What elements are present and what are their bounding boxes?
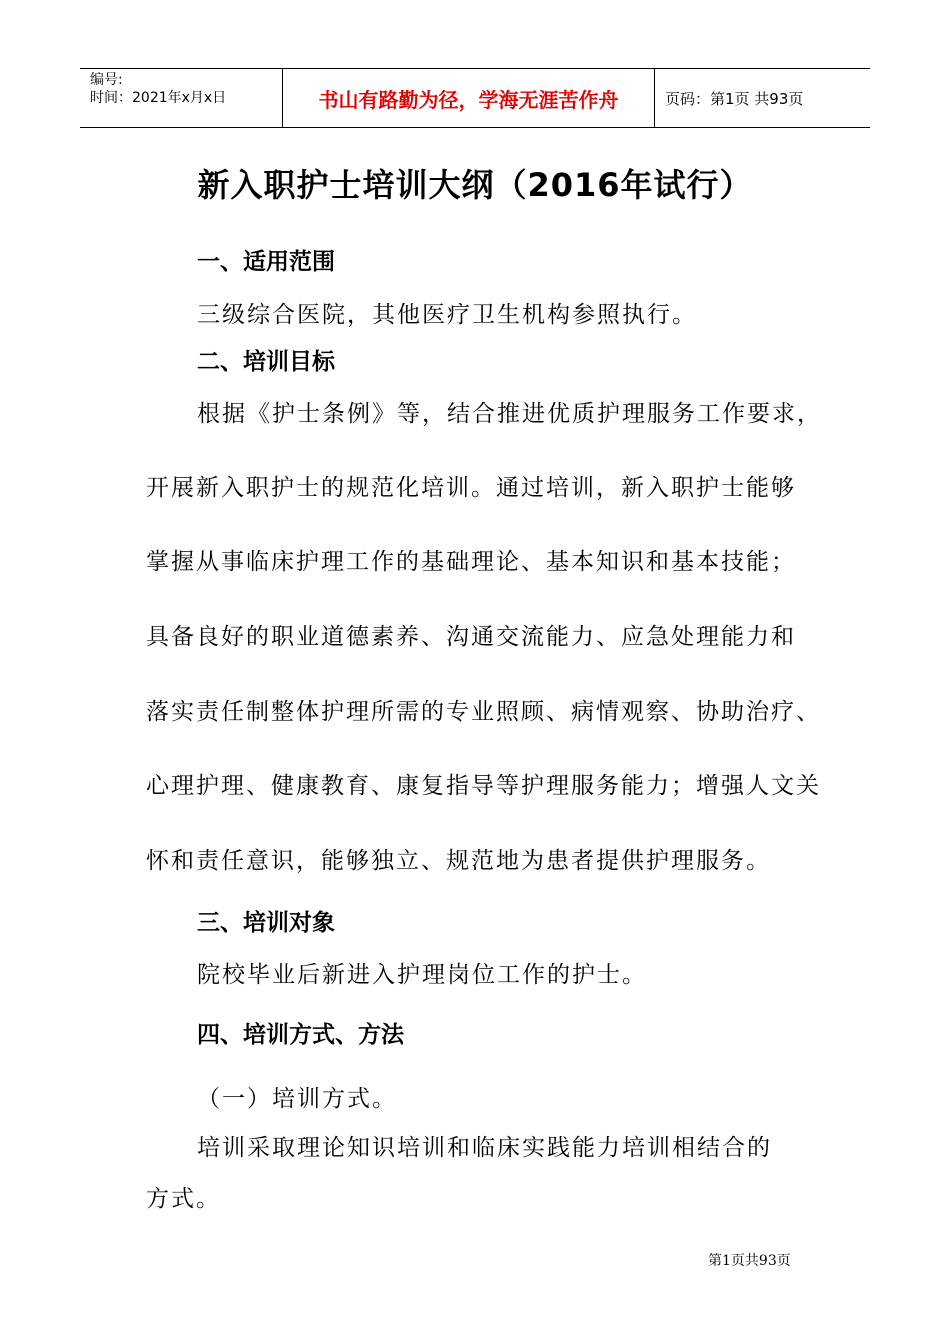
header-meta [80,69,282,127]
paragraph-line: 培训采取理论知识培训和临床实践能力培训相结合的 [197,1135,772,1161]
paragraph-line: 具备良好的职业道德素养、沟通交流能力、应急处理能力和 [146,624,796,650]
paragraph-line: 方式。 [146,1186,221,1212]
paragraph-line: 心理护理、健康教育、康复指导等护理服务能力；增强人文关 [146,773,821,799]
section-heading-trainees: 三、培训对象 [197,910,335,936]
subsection-heading: （一）培训方式。 [197,1086,397,1112]
header-motto: 书山有路勤为径，学海无涯苦作舟 [282,69,655,127]
paragraph-line: 落实责任制整体护理所需的专业照顾、病情观察、协助治疗、 [146,699,821,725]
number-label: 编号: [90,72,123,88]
section-heading-scope: 一、适用范围 [197,249,335,275]
paragraph-line: 开展新入职护士的规范化培训。通过培训，新入职护士能够 [146,475,796,501]
paragraph-line: 掌握从事临床护理工作的基础理论、基本知识和基本技能； [146,549,796,575]
paragraph-line: 怀和责任意识，能够独立、规范地为患者提供护理服务。 [146,848,771,874]
section-text-scope: 三级综合医院，其他医疗卫生机构参照执行。 [197,302,697,328]
section-heading-methods: 四、培训方式、方法 [197,1022,404,1048]
header-page-label: 页码：第1页 共93页 [665,89,804,108]
document-header [80,68,870,128]
document-title: 新入职护士培训大纲（2016年试行） [197,166,753,204]
page-footer: 第1页共93页 [708,1253,791,1269]
time-label: 时间：2021年x月x日 [90,90,227,106]
paragraph-line: 根据《护士条例》等，结合推进优质护理服务工作要求， [197,401,822,427]
section-heading-goals: 二、培训目标 [197,349,335,375]
section-text-trainees: 院校毕业后新进入护理岗位工作的护士。 [197,962,647,988]
